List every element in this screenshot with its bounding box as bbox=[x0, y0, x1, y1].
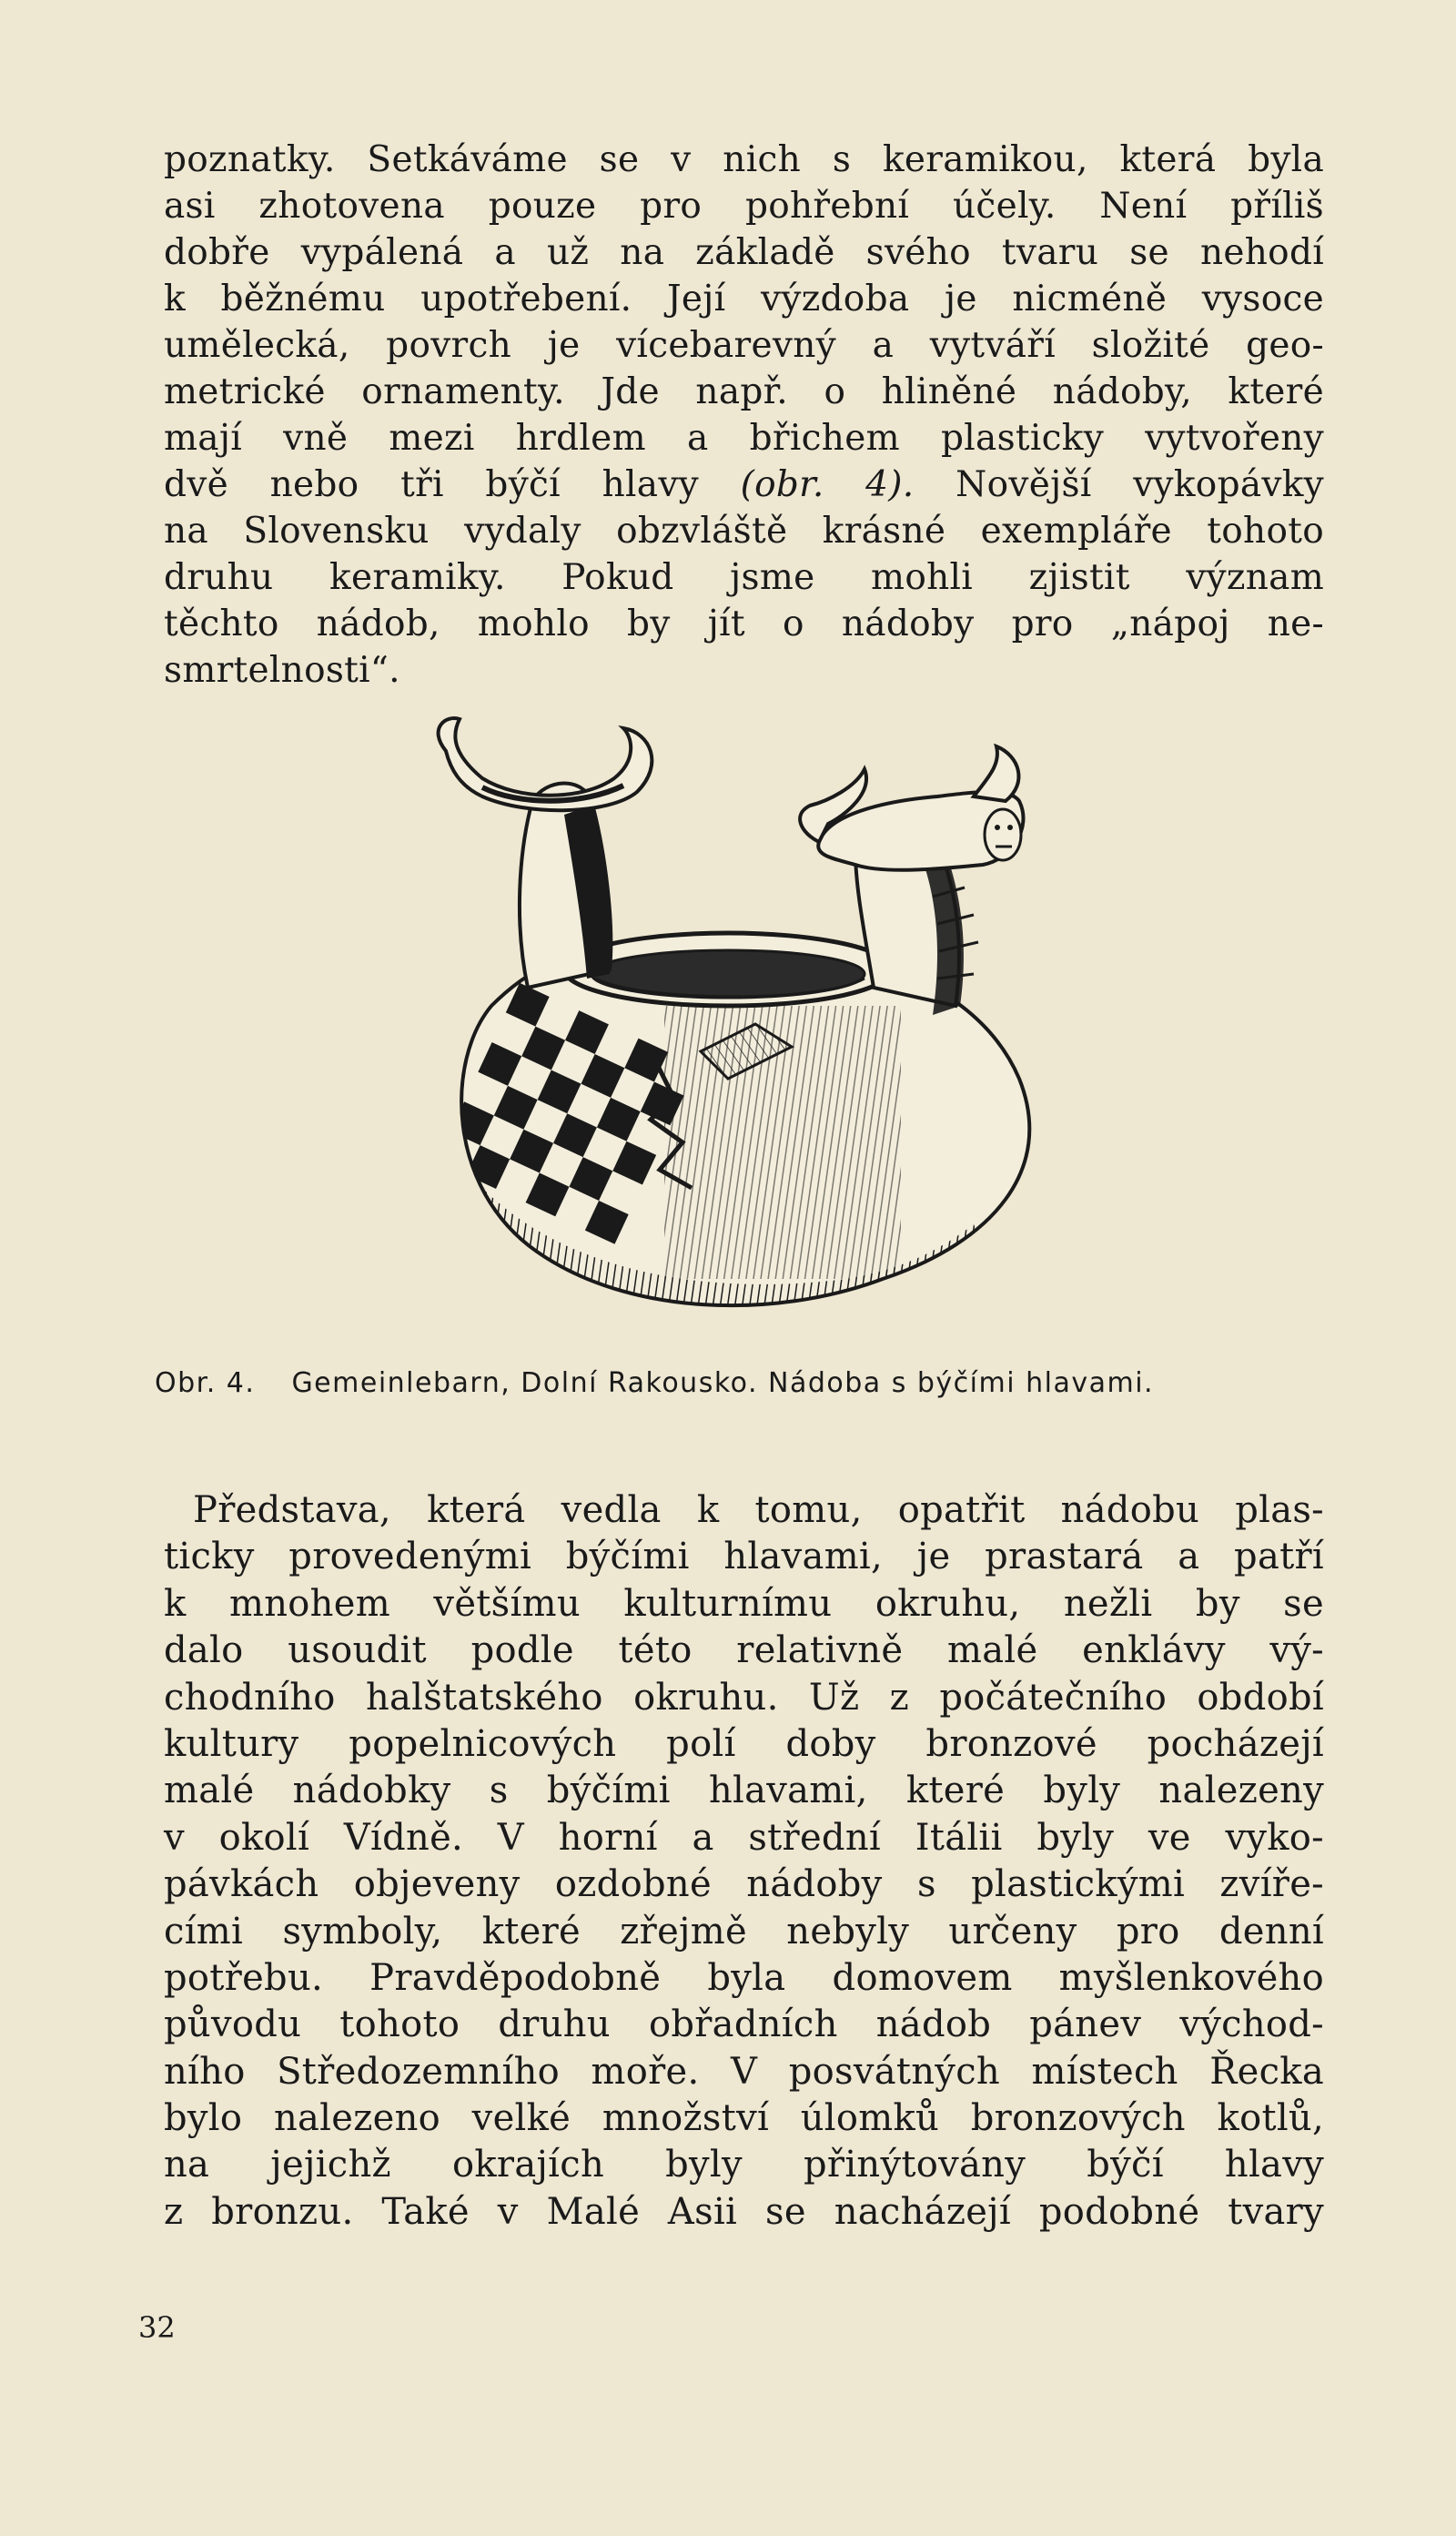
paragraph bbox=[164, 1487, 1324, 2236]
text-line: k mnohem většímu kulturnímu okruhu, nežli by se bbox=[164, 1582, 1324, 1625]
text-line: asi zhotovena pouze pro pohřební účely. Není příliš bbox=[164, 186, 1324, 227]
text-line: původu tohoto druhu obřadních nádob pánev východ- bbox=[164, 2003, 1324, 2046]
text-line: druhu keramiky. Pokud jsme mohli zjistit význam bbox=[164, 557, 1324, 598]
vessel-illustration bbox=[428, 715, 1083, 1352]
text-line: ticky provedenými býčími hlavami, je prastará a patří bbox=[164, 1536, 1324, 1578]
text-line: v okolí Vídně. V horní a střední Itálii byly ve vyko- bbox=[164, 1816, 1324, 1859]
paragraph-continued bbox=[164, 137, 1324, 694]
text-line bbox=[164, 462, 1324, 508]
bull-head-vessel-drawing bbox=[428, 715, 1083, 1352]
bull-face bbox=[985, 809, 1021, 860]
text-line: z bronzu. Také v Malé Asii se nacházejí podobné tvary bbox=[164, 2190, 1324, 2233]
text-line: smrtelnosti“. bbox=[164, 650, 400, 691]
text-line: poznatky. Setkáváme se v nich s keramikou, která byla bbox=[164, 139, 1324, 180]
page-number: 32 bbox=[138, 2310, 176, 2345]
text-line: dalo usoudit podle této relativně malé enklávy vý- bbox=[164, 1629, 1324, 1672]
figure-caption bbox=[155, 1367, 1329, 1399]
text-line: pávkách objeveny ozdobné nádoby s plastickými zvíře- bbox=[164, 1863, 1324, 1906]
text-line: dobře vypálená a už na základě svého tvaru se nehodí bbox=[164, 232, 1324, 273]
text-line: chodního halštatského okruhu. Už z počátečního období bbox=[164, 1676, 1324, 1719]
text-line: mají vně mezi hrdlem a břichem plasticky vytvořeny bbox=[164, 418, 1324, 459]
text-line: potřebu. Pravděpodobně byla domovem myšlenkového bbox=[164, 1956, 1324, 1999]
text-fragment: dvě nebo tři býčí hlavy bbox=[164, 464, 741, 505]
text-line: těchto nádob, mohlo by jít o nádoby pro „nápoj ne- bbox=[164, 604, 1324, 644]
text-line: ního Středozemního moře. V posvátných místech Řecka bbox=[164, 2050, 1324, 2093]
text-line: na jejichž okrajích byly přinýtovány býčí hlavy bbox=[164, 2144, 1324, 2186]
left-bull-horns bbox=[439, 718, 652, 810]
text-line: Představa, která vedla k tomu, opatřit nádobu plas- bbox=[193, 1489, 1324, 1531]
figure-label: Obr. 4. bbox=[155, 1367, 256, 1399]
text-line: na Slovensku vydaly obzvláště krásné exempláře tohoto bbox=[164, 511, 1324, 552]
text-line: cími symboly, které zřejmě nebyly určeny pro denní bbox=[164, 1910, 1324, 1953]
text-line: kultury popelnicových polí doby bronzové pocházejí bbox=[164, 1722, 1324, 1765]
text-line: bylo nalezeno velké množství úlomků bronzových kotlů, bbox=[164, 2097, 1324, 2140]
figure-caption-text: Gemeinlebarn, Dolní Rakousko. Nádoba s býčími hlavami. bbox=[291, 1367, 1155, 1399]
text-line: metrické ornamenty. Jde např. o hliněné nádoby, které bbox=[164, 371, 1324, 412]
text-line: umělecká, povrch je vícebarevný a vytváří složité geo- bbox=[164, 325, 1324, 366]
text-fragment: Novější vykopávky bbox=[914, 464, 1324, 505]
figure-reference: (obr. 4). bbox=[740, 464, 915, 505]
text-line: malé nádobky s býčími hlavami, které byly nalezeny bbox=[164, 1770, 1324, 1812]
text-line: k běžnému upotřebení. Její výzdoba je nicméně vysoce bbox=[164, 279, 1324, 320]
